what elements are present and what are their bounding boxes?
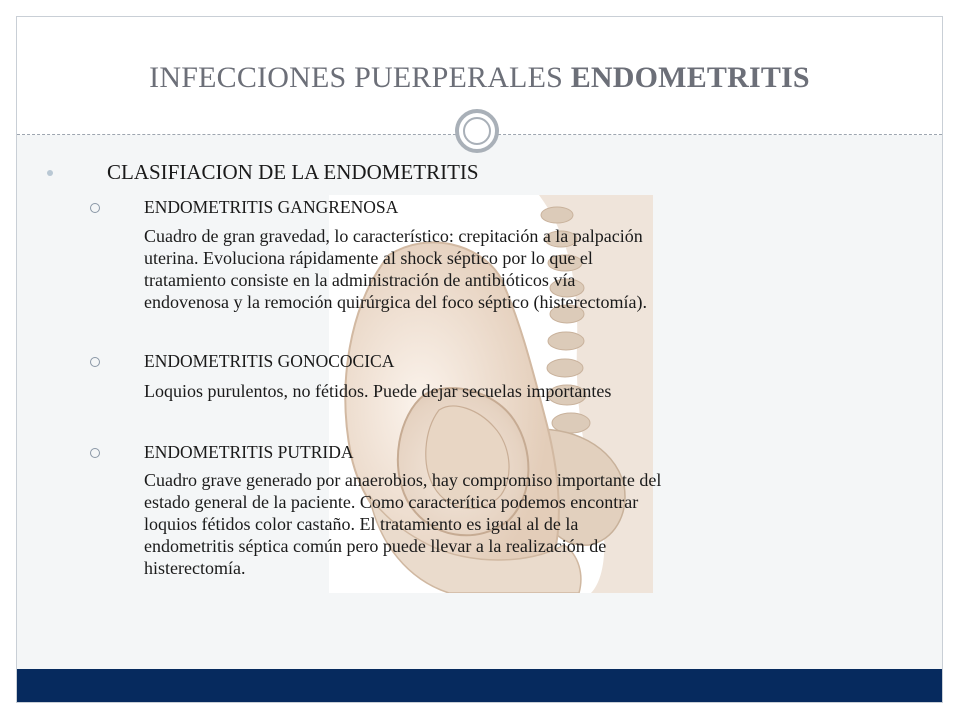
section-line: endometritis séptica común pero puede llevar a la realización de: [144, 536, 607, 556]
circle-bullet-icon: [90, 357, 100, 367]
section-line: uterina. Evoluciona rápidamente al shock séptico por lo que el: [144, 248, 593, 268]
section-heading: ENDOMETRITIS GANGRENOSA: [144, 197, 399, 217]
circle-bullet-icon: [90, 203, 100, 213]
title-bold: ENDOMETRITIS: [570, 61, 810, 94]
section-line: endovenosa y la remoción quirúrgica del foco séptico (histerectomía).: [144, 292, 647, 312]
footer-bar: [17, 669, 942, 702]
section-line: Cuadro grave generado por anaerobios, hay compromiso importante del: [144, 470, 662, 490]
slide-body: [17, 17, 942, 702]
section-heading: ENDOMETRITIS PUTRIDA: [144, 442, 354, 462]
slide: [16, 16, 943, 703]
section-line: Cuadro de gran gravedad, lo característico: crepitación a la palpación: [144, 226, 643, 246]
circle-bullet-icon: [90, 448, 100, 458]
section-line: Loquios purulentos, no fétidos. Puede dejar secuelas importantes: [144, 381, 612, 401]
section-line: tratamiento consiste en la administración de antibióticos vía: [144, 270, 576, 290]
bullet-dot-icon: [47, 170, 53, 176]
title-normal: INFECCIONES PUERPERALES: [149, 61, 571, 94]
main-bullet-text: CLASIFIACION DE LA ENDOMETRITIS: [107, 160, 479, 184]
section-line: estado general de la paciente. Como caracterítica podemos encontrar: [144, 492, 639, 512]
section-heading: ENDOMETRITIS GONOCOCICA: [144, 351, 395, 371]
section-line: histerectomía.: [144, 558, 246, 578]
section-line: loquios fétidos color castaño. El tratamiento es igual al de la: [144, 514, 579, 534]
